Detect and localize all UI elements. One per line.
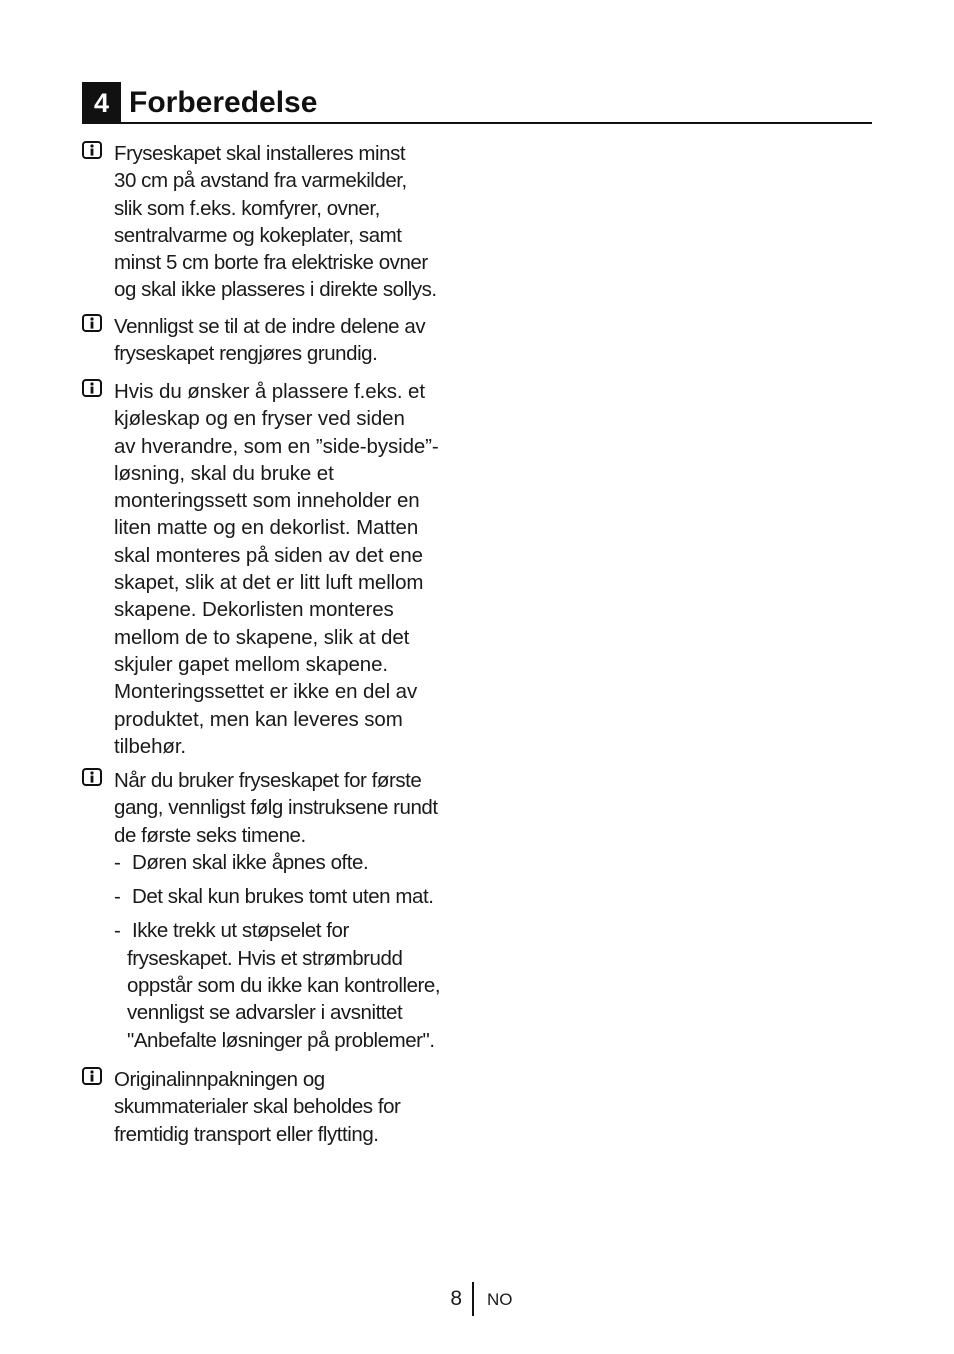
info-icon — [82, 379, 102, 397]
text-line: mellom de to skapene, slik at det — [114, 625, 410, 649]
text-line: av hverandre, som en ”side-byside”- — [114, 434, 439, 458]
text-line: Fryseskapet skal installeres minst — [114, 142, 406, 165]
bullet-dash: - — [114, 850, 121, 874]
text-line: løsning, skal du bruke et — [114, 461, 334, 485]
first-use-bullet-list — [114, 849, 482, 1054]
list-item — [114, 883, 482, 910]
note-text — [114, 378, 482, 760]
page-number: 8 — [450, 1287, 462, 1310]
text-line: oppstår som du ikke kan kontrollere, — [127, 974, 441, 998]
text-line: skal monteres på siden av det ene — [114, 543, 423, 567]
text-line: 30 cm på avstand fra varmekilder, — [114, 169, 407, 193]
list-item — [114, 917, 482, 1053]
text-line: skummaterialer skal beholdes for — [114, 1095, 401, 1119]
info-icon — [82, 768, 102, 786]
note-side-by-side — [82, 378, 482, 760]
text-line: Ikke trekk ut støpselet for — [132, 919, 349, 943]
language-code: NO — [487, 1290, 513, 1309]
text-line: Når du bruker fryseskapet for første — [114, 769, 422, 792]
text-line: slik som f.eks. komfyrer, ovner, — [114, 196, 380, 220]
list-item — [114, 849, 482, 876]
bullet-dash: - — [114, 919, 121, 943]
text-line: skjuler gapet mellom skapene. — [114, 652, 388, 676]
bullet-dash: - — [114, 885, 121, 909]
text-line: Monteringssettet er ikke en del av — [114, 680, 418, 704]
text-line: liten matte og en dekorlist. Matten — [114, 516, 419, 540]
text-line: de første seks timene. — [114, 823, 306, 847]
note-installation-distance — [82, 140, 482, 304]
section-title: Forberedelse — [129, 86, 318, 119]
text-line: fryseskapet rengjøres grundig. — [114, 342, 378, 366]
text-line: kjøleskap og en fryser ved siden — [114, 407, 405, 431]
text-line: og skal ikke plasseres i direkte sollys. — [114, 278, 437, 302]
text-line: Hvis du ønsker å plassere f.eks. et — [114, 380, 425, 403]
note-text — [114, 140, 482, 304]
text-line: sentralvarme og kokeplater, samt — [114, 223, 402, 247]
text-line: produktet, men kan leveres som — [114, 707, 403, 731]
text-line: skapet, slik at det er litt luft mellom — [114, 571, 424, 595]
note-text — [114, 767, 482, 1054]
note-text — [114, 313, 482, 368]
note-text — [114, 1066, 482, 1148]
text-line: skapene. Dekorlisten monteres — [114, 598, 394, 622]
note-first-use — [82, 767, 482, 1054]
note-cleaning — [82, 313, 482, 368]
text-line: Originalinnpakningen og — [114, 1068, 325, 1091]
text-line: Vennligst se til at de indre delene av — [114, 315, 426, 338]
info-icon — [82, 141, 102, 159]
text-line: "Anbefalte løsninger på problemer". — [127, 1028, 435, 1052]
section-number: 4 — [82, 82, 121, 122]
text-line: monteringssett som inneholder en — [114, 489, 420, 513]
info-icon — [82, 314, 102, 332]
text-line: minst 5 cm borte fra elektriske ovner — [114, 251, 428, 275]
text-line: gang, vennligst følg instruksene rundt — [114, 796, 438, 820]
text-line: tilbehør. — [114, 734, 187, 758]
text-line: fryseskapet. Hvis et strømbrudd — [127, 946, 403, 970]
text-line: vennligst se advarsler i avsnittet — [127, 1001, 403, 1025]
text-line: Det skal kun brukes tomt uten mat. — [132, 885, 434, 909]
info-icon — [82, 1067, 102, 1085]
section-header — [82, 82, 872, 124]
text-line: Døren skal ikke åpnes ofte. — [132, 850, 369, 874]
text-line: fremtidig transport eller flytting. — [114, 1122, 379, 1146]
footer-divider — [472, 1282, 474, 1316]
note-packaging — [82, 1066, 482, 1148]
